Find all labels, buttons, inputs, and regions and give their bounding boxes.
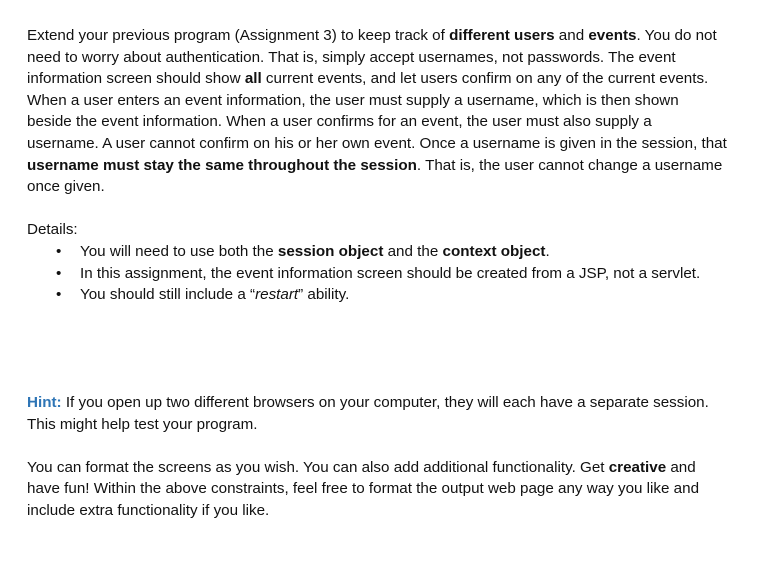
closing-bold-creative: creative [608, 458, 667, 476]
spacer [27, 306, 727, 392]
document-body [27, 25, 727, 522]
intro-bold-all: all [244, 70, 262, 88]
details-item1-text-2: and the [383, 242, 443, 260]
hint-text: If you open up two different browsers on your computer, they will each have a separate session. This might help test your program. [27, 394, 709, 433]
intro-bold-different-users: different users [449, 27, 555, 44]
details-item1-bold-session-object: session object [277, 242, 384, 260]
hint-label: Hint: [27, 394, 62, 412]
intro-bold-events: events [588, 27, 637, 44]
intro-text-1: Extend your previous program (Assignment 3) to keep track of [27, 27, 450, 44]
details-heading: Details: [27, 221, 78, 239]
details-item1-text-1: You will need to use both the [80, 242, 278, 260]
closing-paragraph [27, 457, 727, 522]
details-item-session-context [27, 241, 727, 263]
bullet-icon: • [56, 264, 62, 282]
intro-paragraph [27, 25, 727, 198]
bullet-icon: • [56, 286, 62, 304]
intro-text-4: current events, and let users confirm on any of the current events. When a user enters an event information, the user must supply a username, which is then shown beside the event information. When a user confirms for an event, the user must also supply a username. A user cannot confirm on his or her own event. Once a username is given in the session, that [27, 70, 727, 152]
hint-paragraph [27, 392, 727, 435]
details-item1-bold-context-object: context object [442, 242, 546, 260]
closing-text-2: and have fun! Within the above constraints, feel free to format the output web page any way you like and include extra functionality if you like. [27, 458, 700, 520]
intro-text-3: . You do not need to worry about authentication. That is, simply accept usernames, not passwords. The event information screen should show [27, 27, 717, 88]
details-item-restart [27, 284, 727, 306]
details-item1-text-3: . [545, 242, 550, 260]
details-item3-text-2: ” ability. [298, 286, 350, 304]
intro-bold-username-rule: username must stay the same throughout the session [27, 156, 417, 174]
details-item-jsp [27, 263, 727, 285]
details-item3-italic-restart: restart [255, 286, 299, 304]
intro-text-2: and [554, 27, 589, 44]
bullet-icon: • [56, 242, 62, 260]
intro-text-5: . That is, the user cannot change a username once given. [27, 156, 723, 196]
closing-text-1: You can format the screens as you wish. You can also add additional functionality. Get [27, 458, 609, 476]
details-list [27, 241, 727, 306]
details-item2-text: In this assignment, the event information screen should be created from a JSP, not a servlet. [80, 264, 701, 282]
details-item3-text-1: You should still include a “ [80, 286, 256, 304]
